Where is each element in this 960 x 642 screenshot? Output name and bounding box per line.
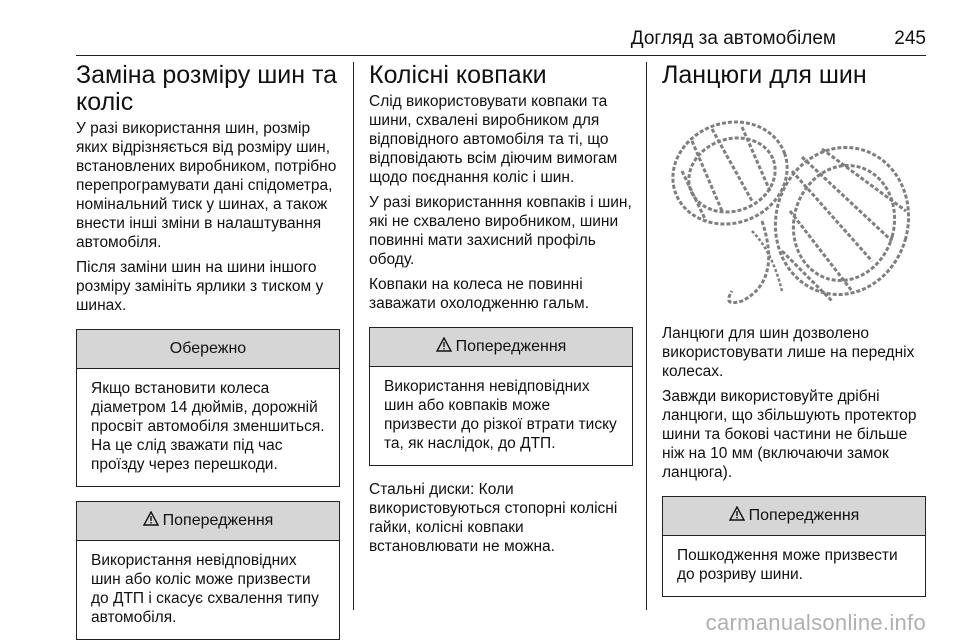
snow-chains-illustration <box>662 101 926 313</box>
header-title: Догляд за автомобілем <box>630 28 836 49</box>
warning-box-header <box>370 328 632 367</box>
warning-title: Попередження <box>455 338 567 355</box>
warning-triangle-icon <box>436 337 452 357</box>
section-heading-wheel-covers: Колісні ковпаки <box>369 61 547 89</box>
warning-text: Використання невідповідних шин або ковпаків може призвести до різкої втрати тиску та, як наслідок, до ДТП. <box>384 378 617 452</box>
warning-text: Пошкодження може призвести до розриву шини. <box>677 547 898 583</box>
section-heading-tire-chains: Ланцюги для шин <box>662 61 867 89</box>
caution-box <box>76 329 340 487</box>
column-tire-chains <box>662 62 926 597</box>
paragraph: Слід використовувати ковпаки та шини, схвалені виробником для відповідного автомобіля та ті, що відповідають всім діючим вимогам щодо поєднання коліс і шин. <box>369 93 618 186</box>
column-tire-size <box>76 62 340 640</box>
paragraph: У разі використання шин, розмір яких відрізняється від розміру шин, встановлених виробником, потрібно перепрограмувати дані спідометра, номінальний тиск у шинах, а також внести інші зміни в налаштування автомобіля. <box>76 120 337 251</box>
page-number: 245 <box>894 28 926 49</box>
caution-box-header <box>77 330 339 369</box>
warning-box-header <box>77 502 339 541</box>
caution-title: Обережно <box>169 340 247 357</box>
warning-box <box>76 501 340 640</box>
paragraph: Ланцюги для шин дозволено використовувати лише на передніх колесах. <box>662 325 915 380</box>
watermark: carmanualsonline.info <box>705 610 926 635</box>
warning-triangle-icon <box>143 511 159 531</box>
page-header <box>76 28 926 58</box>
caution-text: Якщо встановити колеса діаметром 14 дюймів, дорожній просвіт автомобіля зменшиться. На це слід зважати під час проїзду через перешкоди. <box>91 380 325 473</box>
paragraph: Після заміни шин на шини іншого розміру замініть ярлики з тиском у шинах. <box>76 259 324 314</box>
warning-box <box>662 496 926 597</box>
warning-title: Попередження <box>748 507 860 524</box>
warning-text: Використання невідповідних шин або коліс може призвести до ДТП і скасує схвалення типу автомобіля. <box>91 552 319 626</box>
warning-box-header <box>663 497 925 536</box>
warning-triangle-icon <box>729 506 745 526</box>
header-rule <box>76 55 926 56</box>
paragraph: У разі використанння ковпаків і шин, які не схвалено виробником, шини повинні мати захисний профіль ободу. <box>369 194 632 268</box>
column-divider-2 <box>646 62 647 610</box>
column-divider-1 <box>353 62 354 610</box>
warning-title: Попередження <box>162 512 274 529</box>
column-wheel-covers <box>369 62 633 556</box>
paragraph: Ковпаки на колеса не повинні заважати охолодженню гальм. <box>369 276 590 312</box>
paragraph: Стальні диски: Коли використовуються стопорні колісні гайки, колісні ковпаки встановлювати не можна. <box>369 481 618 555</box>
section-heading-tire-size: Заміна розміру шин та коліс <box>76 61 338 116</box>
paragraph: Завжди використовуйте дрібні ланцюги, що збільшують протектор шини та бокові частини не більше ніж на 10 мм (включаючи замок ланцюга). <box>662 388 917 481</box>
warning-box <box>369 327 633 466</box>
